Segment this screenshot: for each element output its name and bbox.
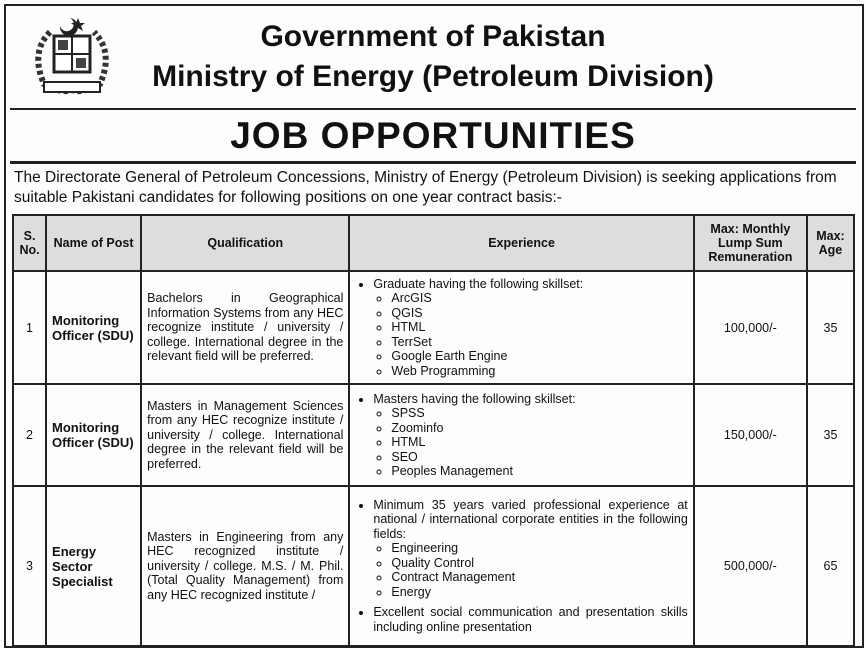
experience-intro: Graduate having the following skillset: xyxy=(373,276,584,291)
experience xyxy=(349,486,693,646)
experience-intro: Masters having the following skillset: xyxy=(373,391,576,406)
remuneration: 500,000/- xyxy=(694,486,807,646)
col-experience: Experience xyxy=(349,215,693,271)
skill-item: ◦ HTML xyxy=(391,320,687,335)
experience xyxy=(349,271,693,384)
qualification: Bachelors in Geographical Information Systems from any HEC recognize institute / university / college. International degree in the relevant field will be preferred. xyxy=(141,271,349,384)
ad-title: JOB OPPORTUNITIES xyxy=(230,115,636,156)
skill-item: ◦ Google Earth Engine xyxy=(391,349,687,364)
col-sno: S. No. xyxy=(13,215,46,271)
table-header-row xyxy=(13,215,854,271)
experience-intro: Minimum 35 years varied professional experience at national / international corporate entities in the following fields: xyxy=(373,497,688,541)
skill-item: ◦ SEO xyxy=(391,450,687,465)
skill-item: ◦ Contract Management xyxy=(391,570,687,585)
skill-item: ◦ QGIS xyxy=(391,306,687,321)
skill-item: ◦ ArcGIS xyxy=(391,291,687,306)
post-name: Monitoring Officer (SDU) xyxy=(46,384,141,486)
table-row xyxy=(13,271,854,384)
col-age: Max: Age xyxy=(807,215,854,271)
post-name: Monitoring Officer (SDU) xyxy=(46,271,141,384)
qualification: Masters in Management Sciences from any HEC recognize institute / university / college. International degree in the relevant field will be preferred. xyxy=(141,384,349,486)
divider xyxy=(10,161,856,164)
remuneration: 100,000/- xyxy=(694,271,807,384)
post-name: Energy Sector Specialist xyxy=(46,486,141,646)
max-age: 65 xyxy=(807,486,854,646)
row-number: 3 xyxy=(13,486,46,646)
max-age: 35 xyxy=(807,384,854,486)
divider xyxy=(10,108,856,110)
col-qualification: Qualification xyxy=(141,215,349,271)
skill-item: ◦ Engineering xyxy=(391,541,687,556)
table-row xyxy=(13,384,854,486)
skill-item: ◦ Web Programming xyxy=(391,364,687,379)
row-number: 2 xyxy=(13,384,46,486)
col-post: Name of Post xyxy=(46,215,141,271)
table-row xyxy=(13,486,854,646)
skill-item: ◦ HTML xyxy=(391,435,687,450)
remuneration: 150,000/- xyxy=(694,384,807,486)
header-line2: Ministry of Energy (Petroleum Division) xyxy=(152,60,714,93)
skill-item: ◦ Energy xyxy=(391,585,687,600)
experience-extra: • Excellent social communication and presentation skills including online presentation xyxy=(373,605,687,634)
skill-item: ◦ SPSS xyxy=(391,406,687,421)
skill-item: ◦ Quality Control xyxy=(391,556,687,571)
row-number: 1 xyxy=(13,271,46,384)
col-remuneration: Max: Monthly Lump Sum Remuneration xyxy=(694,215,807,271)
header-line1: Government of Pakistan xyxy=(260,20,606,53)
qualification: Masters in Engineering from any HEC recognized institute / university / college. M.S. / M. Phil. (Total Quality Management) from any HEC recognized institute / xyxy=(141,486,349,646)
intro-text: The Directorate General of Petroleum Concessions, Ministry of Energy (Petroleum Division) is seeking applications from suitable Pakistani candidates for following positions on one year contract basis:- xyxy=(14,169,837,206)
skill-item: ◦ Zoominfo xyxy=(391,421,687,436)
experience xyxy=(349,384,693,486)
skill-item: ◦ Peoples Management xyxy=(391,464,687,479)
max-age: 35 xyxy=(807,271,854,384)
skill-item: ◦ TerrSet xyxy=(391,335,687,350)
jobs-table xyxy=(12,214,855,647)
